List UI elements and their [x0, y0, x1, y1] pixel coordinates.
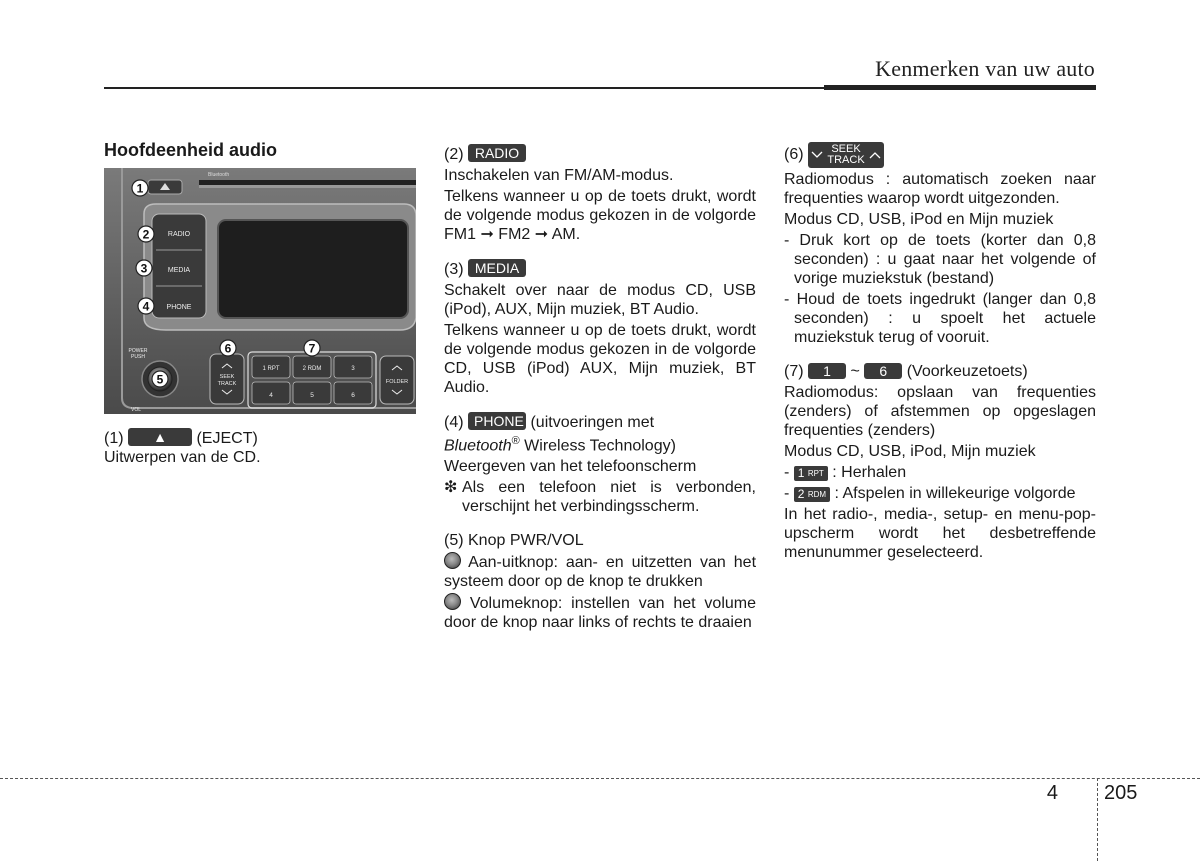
item-1-text: Uitwerpen van de CD.: [104, 449, 261, 466]
item-2-p1: Inschakelen van FM/AM-modus.: [444, 167, 674, 184]
preset-button-6: 6: [351, 392, 355, 399]
track-label: TRACK: [217, 381, 237, 387]
item-5-p1: Aan-uitknop: aan- en uitzetten van het systeem door op de knop te drukken: [444, 554, 757, 591]
phone-badge: PHONE: [468, 412, 526, 430]
section-title: Hoofdeenheid audio: [104, 140, 277, 160]
chevron-up-icon: [869, 151, 881, 159]
item-7-heading: (7) 1 ~ 6 (Voorkeuzetoets): [784, 363, 1028, 380]
push-label: PUSH: [131, 354, 145, 360]
column-2-text: [444, 144, 756, 632]
seek-track-badge: SEEK TRACK: [808, 142, 884, 168]
item-5-title: (5) Knop PWR/VOL: [444, 532, 584, 550]
callout-1: 1: [136, 181, 144, 196]
item-6-p1: Radiomodus : automatisch zoeken naar frequenties waarop wordt uitgezonden.: [784, 171, 1096, 207]
bluetooth-logo-text: Bluetooth: [208, 172, 230, 178]
power-label: POWER: [128, 348, 148, 354]
item-2-p2: Telkens wanneer u op de toets drukt, wordt de volgende modus gekozen in de volgorde FM1 ➞ FM2 ➞ AM.: [444, 188, 756, 243]
column-3-text: [784, 142, 1096, 562]
item-6-bullet-1: - Druk kort op de toets (korter dan 0,8 seconden) : u gaat naar het volgende of vorige muziekstuk (bestand): [784, 232, 1096, 287]
note-icon: ❇: [444, 479, 458, 497]
item-4-p1: Weergeven van het telefoonscherm: [444, 458, 697, 476]
preset-button-1: 1 RPT: [262, 366, 280, 372]
item-4-note: ❇ Als een telefoon niet is verbonden, verschijnt het verbindingsscherm.: [444, 479, 756, 516]
section-number: 4: [1046, 782, 1058, 804]
vol-label: VOL: [130, 407, 142, 413]
item-1-heading: (1) ▲ (EJECT): [104, 429, 258, 447]
preset-button-5: 5: [310, 392, 314, 399]
chevron-down-icon: [811, 151, 823, 159]
item-7-p1: Radiomodus: opslaan van frequenties (zenders) of afstemmen op opgeslagen frequenties (zenders): [784, 384, 1096, 439]
item-7-rdm: - 2 $_{RDM}$ : Afspelen in willekeurige volgorde: [784, 485, 1076, 502]
callout-4: 4: [142, 299, 150, 314]
item-2-heading: (2) RADIO: [444, 144, 756, 164]
media-button: MEDIA: [167, 267, 191, 274]
item-5-p2: Volumeknop: instellen van het volume door de knop naar links of rechts te draaien: [444, 595, 757, 632]
item-7-rpt: - 1 $_{RPT}$ : Herhalen: [784, 464, 907, 481]
radio-button: RADIO: [167, 231, 191, 238]
preset-1-badge: 1: [808, 363, 846, 379]
audio-unit-figure: [104, 168, 416, 414]
knob-icon: [444, 593, 461, 610]
callout-3: 3: [140, 261, 148, 276]
seek-label: SEEK: [219, 374, 235, 380]
item-3-heading: (3) MEDIA: [444, 259, 756, 279]
item-7-p3: In het radio-, media-, setup- en menu-pop-upscherm wordt het desbetreffende menunummer geselecteerd.: [784, 506, 1096, 561]
folder-label: FOLDER: [385, 379, 409, 385]
media-badge: MEDIA: [468, 259, 526, 277]
item-3-p2: Telkens wanneer u op de toets drukt, wordt de volgende modus gekozen in de volgorde CD, USB (iPod) AUX, Mijn muziek, BT Audio.: [444, 322, 756, 396]
footer-divider: [1097, 778, 1098, 861]
eject-icon: ▲: [128, 428, 192, 446]
item-3-p1: Schakelt over naar de modus CD, USB (iPod), AUX, Mijn muziek, BT Audio.: [444, 282, 756, 318]
rpt-badge: 1 $_{RPT}$: [794, 466, 828, 481]
item-6-bullet-2: - Houd de toets ingedrukt (langer dan 0,8 seconden) : u spoelt het actuele muziekstuk terug of vooruit.: [784, 291, 1096, 346]
radio-badge: RADIO: [468, 144, 526, 162]
preset-6-badge: 6: [864, 363, 902, 379]
callout-5: 5: [156, 372, 164, 387]
running-header: Kenmerken van uw auto: [875, 56, 1095, 81]
callout-2: 2: [142, 227, 150, 242]
footer-rule: [0, 778, 1200, 779]
header-rule-accent: [824, 85, 1096, 90]
callout-7: 7: [308, 341, 316, 356]
item-6-heading: (6) SEEK TRACK: [784, 142, 1096, 168]
preset-button-3: 3: [351, 366, 355, 372]
preset-button-4: 4: [269, 392, 273, 399]
rdm-badge: 2 $_{RDM}$: [794, 487, 830, 502]
knob-icon: [444, 552, 461, 569]
page-number-value: 205: [1104, 782, 1138, 804]
item-4-bluetooth-line: Bluetooth® Wireless Technology): [444, 435, 676, 455]
item-4-heading: (4) PHONE (uitvoeringen met: [444, 413, 655, 431]
column-1-text: [104, 428, 414, 467]
callout-6: 6: [224, 341, 232, 356]
item-7-p2: Modus CD, USB, iPod, Mijn muziek: [784, 443, 1036, 460]
phone-button: PHONE: [166, 304, 192, 311]
preset-button-2: 2 RDM: [302, 366, 322, 372]
item-6-p2: Modus CD, USB, iPod en Mijn muziek: [784, 211, 1054, 228]
